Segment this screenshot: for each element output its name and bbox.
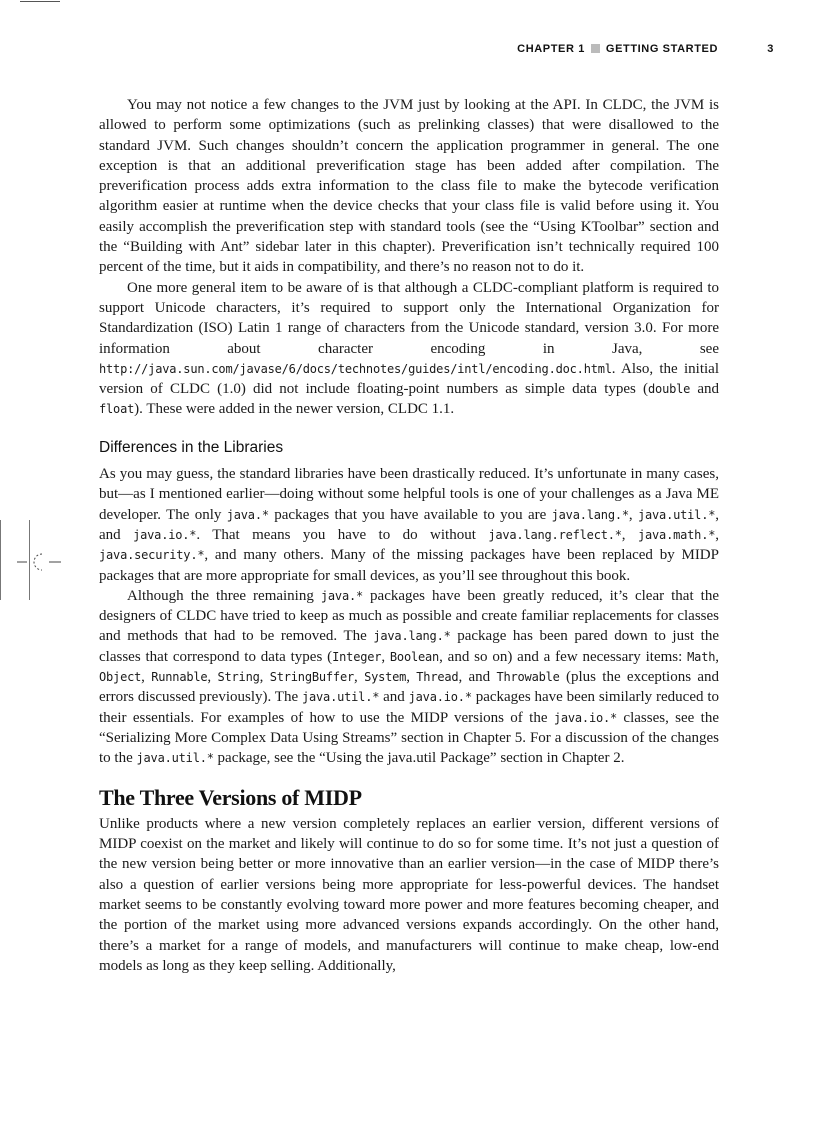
code-span: Thread [416, 670, 459, 685]
code-span: java.math.* [637, 527, 716, 542]
crop-mark-top [20, 1, 60, 2]
text-run: packages have been similarly reduced to their essentials. For examples of how to use the MIDP versions of the [99, 689, 719, 726]
code-span: Runnable [151, 670, 208, 685]
running-header [100, 43, 774, 59]
text-run: , [621, 526, 638, 543]
text-run: One more general item to be aware of is that although a CLDC-compliant platform is required to support Unicode characters, it’s required to support only the International Organization for Standardization (ISO) Latin 1 range of characters from the Unicode standard, version 3.0. For more information about character encoding in Java, see [99, 279, 719, 357]
text-run: . That means you have to do without [196, 526, 489, 543]
paragraph-libraries [99, 464, 719, 586]
crop-mark-left [0, 520, 1, 600]
text-run: , and so on) and a few necessary items: [439, 648, 688, 665]
code-float: float [99, 402, 135, 417]
text-run: (plus the exceptions and errors discussed previously). The [99, 669, 720, 706]
code-span: String [217, 670, 260, 685]
text-run: , [381, 648, 390, 665]
code-span: Integer [332, 649, 382, 664]
section-heading-libraries: Differences in the Libraries [99, 438, 284, 456]
text-run: , and many others. Many of the missing packages have been replaced by MIDP packages that are more appropriate for small devices, as you’ll see throughout this book. [99, 547, 719, 584]
text-run: and [690, 381, 719, 398]
code-span: Throwable [496, 670, 560, 685]
code-span: Boolean [389, 649, 440, 664]
text-run: , [207, 669, 218, 686]
text-run: ). These were added in the newer version, CLDC 1.1. [134, 401, 455, 418]
section-heading-midp-versions: The Three Versions of MIDP [99, 784, 362, 810]
running-head-chapter [517, 43, 718, 55]
text-run: , [628, 506, 638, 523]
code-span: Math [687, 649, 716, 664]
paragraph-jvm-changes [99, 95, 719, 278]
text-run: package has been pared down to just the classes that correspond to data types ( [99, 628, 719, 665]
body-text [99, 95, 719, 976]
text-run: classes, see the “Serializing More Complex Data Using Streams” section in Chapter 5. For a discussion of the changes to the [99, 709, 719, 767]
code-span: java.io.* [408, 690, 472, 705]
code-span: java.security.* [99, 548, 205, 563]
code-span: java.* [226, 507, 269, 522]
text-run: , [141, 669, 152, 686]
code-double: double [648, 382, 691, 397]
code-span: java.io.* [553, 710, 618, 725]
encoding-doc-link[interactable]: http://java.sun.com/javase/6/docs/technotes/guides/intl/encoding.doc.html [99, 361, 612, 376]
chapter-label: CHAPTER 1 [517, 43, 585, 55]
text-run: Unlike products where a new version completely replaces an earlier version, different versions of MIDP coexist on the market and likely will continue to do so for some time. It’s not just a question of the new version being better or more innovative than an earlier version—in the case of MIDP there’s also a question of earlier versions being more appropriate for less-powerful devices. The handset market seems to be constantly evolving toward more power and more features becoming cheaper, and the portion of the market using more advanced versions expands accordingly. On the other hand, there’s a market for a range of models, and manufacturers will continue to make cheap, low-end models as long as they keep selling. Additionally, [99, 815, 719, 974]
code-span: java.util.* [637, 507, 716, 522]
paragraph-midp-versions [99, 814, 719, 976]
paragraph-unicode [99, 278, 719, 420]
text-run: , and [99, 506, 720, 543]
chapter-title: GETTING STARTED [605, 43, 718, 55]
text-run: and [379, 689, 409, 706]
text-run: , [715, 648, 719, 665]
code-span: StringBuffer [269, 670, 354, 685]
page-number: 3 [767, 43, 774, 55]
text-run: , [406, 669, 417, 686]
text-run: , [259, 669, 270, 686]
separator-square-icon [591, 44, 600, 53]
code-span: java.util.* [301, 690, 380, 705]
text-run: . Also, the initial version of CLDC (1.0) did not include floating-point numbers as simple data types ( [99, 360, 719, 398]
text-run: As you may guess, the standard libraries have been drastically reduced. It’s unfortunate in many cases, but—as I mentioned earlier—doing without some helpful tools is one of your challenges as a Java ME developer. The only [99, 466, 719, 523]
text-run: Although the three remaining [127, 587, 321, 604]
paragraph-remaining-packages [99, 586, 719, 769]
text-run: package, see the “Using the java.util Package” section in Chapter 2. [213, 750, 625, 767]
code-span: Object [99, 670, 142, 685]
code-span: java.io.* [133, 527, 197, 542]
registration-mark-icon [17, 550, 61, 574]
text-run: You may not notice a few changes to the JVM just by looking at the API. In CLDC, the JVM is allowed to perform some optimizations (such as prelinking classes) that were disallowed to the standard JVM. Such changes shouldn’t concern the application programmer in general. The one exception is that an additional preverification stage has been added after compilation. The preverification process adds extra information to the class file to make the bytecode verification algorithm easier at runtime when the device checks that your class file is valid before using it. You easily accomplish the preverification step with standard tools (see the “Using KToolbar” section and the “Building with Ant” sidebar later in this chapter). Preverification isn’t technically required 100 percent of the time, but it aids in compatibility, and there’s no reason not to do it. [99, 97, 719, 276]
code-span: java.lang.* [551, 507, 629, 522]
text-run: , [715, 526, 720, 543]
text-run: , and [458, 669, 497, 686]
code-span: System [364, 670, 407, 685]
text-run: packages that you have available to you are [268, 506, 552, 523]
text-run: packages have been greatly reduced, it’s clear that the designers of CLDC have tried to keep as much as possible and create familiar replacements for classes and methods that had to be removed. The [99, 587, 719, 645]
text-run: , [354, 669, 365, 686]
code-span: java.lang.* [373, 629, 451, 644]
code-span: java.* [320, 588, 364, 603]
code-span: java.util.* [136, 751, 214, 766]
code-span: java.lang.reflect.* [488, 527, 622, 542]
